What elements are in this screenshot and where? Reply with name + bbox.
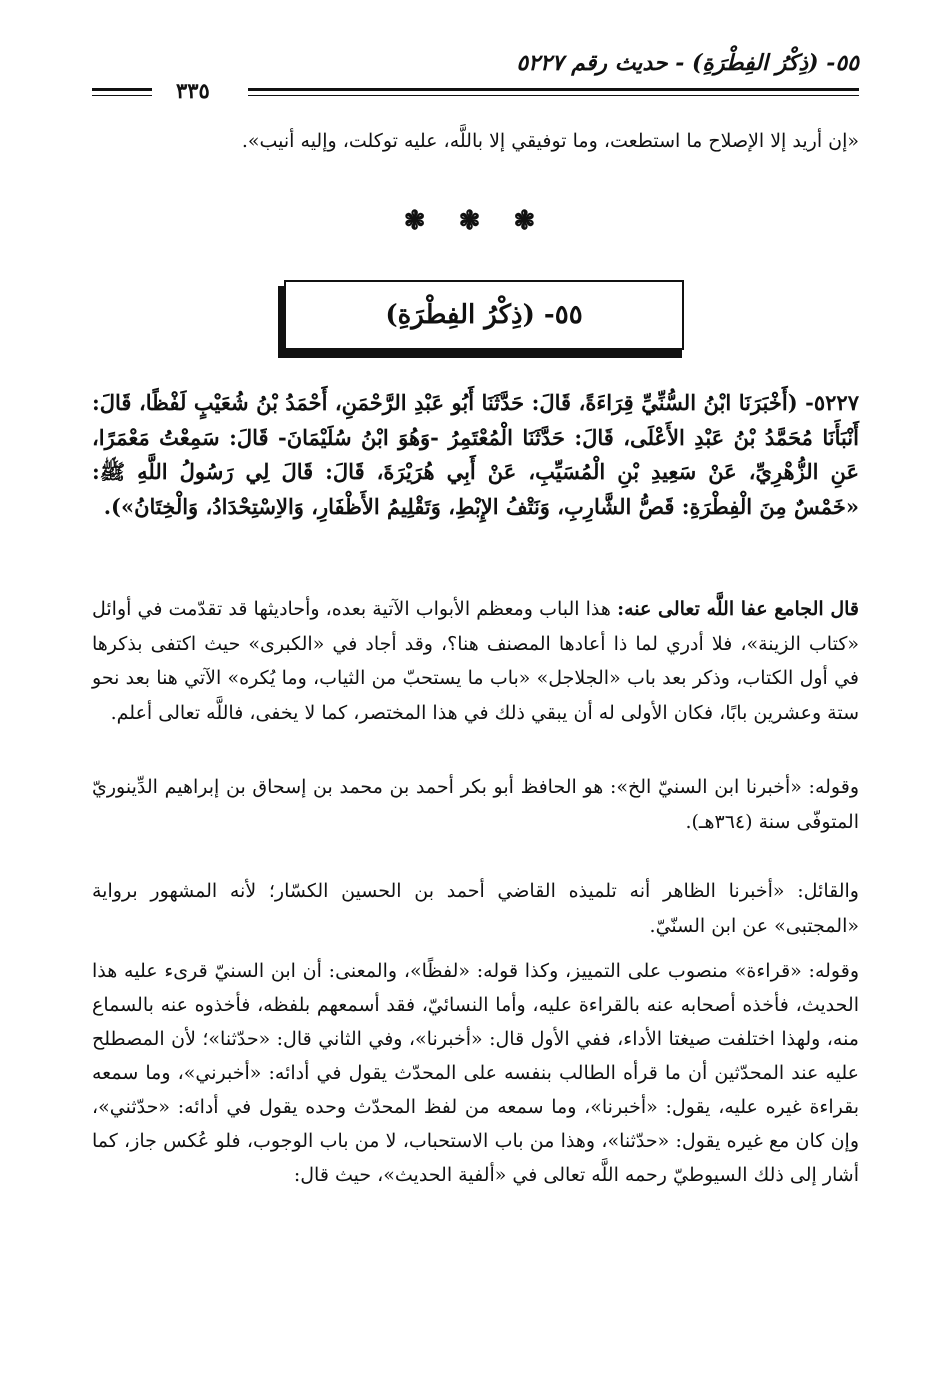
book-page [92, 0, 859, 1375]
running-title: ٥٥- (ذِكْرُ الفِطْرَةِ) - حديث رقم ٥٢٢٧ [516, 50, 859, 76]
intro-paragraph: «إن أريد إلا الإصلاح ما استطعت، وما توفيقي إلا باللَّه، عليه توكلت، وإليه أنيب». [241, 130, 859, 152]
commentary-paragraph-4: وقوله: «قراءة» منصوب على التمييز، وكذا قوله: «لفظًا»، والمعنى: أن ابن السنيّ قرىء عليه هذا الحديث، فأخذه أصحابه عنه بالقراءة عليه، وأما النسائيّ، فقد أسمعهم بلفظه، فأخذوه عنه بالسماع منه، ولهذا اختلفت صيغتا الأداء، ففي الأول قال: «أخبرنا»، وفي الثاني قال: «حدّثنا»؛ لأن المصطلح عليه عند المحدّثين أن ما قرأه الطالب بنفسه على المحدّث يقول في أدائه: «أخبرني»، وما سمعه بقراءة غيره عليه، يقول: «أخبرنا»، وما سمعه من لفظ المحدّث وحده يقول في أدائه: «حدّثني»، وإن كان مع غيره يقول: «حدّثنا»، وهذا من باب الاستحباب، لا من باب الوجوب، فلو عُكس جاز، كما أشار إلى ذلك السيوطيّ رحمه اللَّه تعالى في «ألفية الحديث»، حيث قال: [92, 960, 859, 1186]
commentary-paragraph-2: وقوله: «أخبرنا ابن السنيّ الخ»: هو الحافظ أبو بكر أحمد بن محمد بن إسحاق بن إبراهيم الدِّينوريّ المتوفّى سنة (٣٦٤هـ). [92, 776, 859, 833]
hadith-text: ٥٢٢٧- (أَخْبَرَنَا ابْنُ السُّنِّيِّ قِرَاءَةً، قَالَ: حَدَّثَنَا أَبُو عَبْدِ الرَّحْمَنِ، أَحْمَدُ بْنُ شُعَيْبٍ لَفْظًا، قَالَ: أَنْبَأَنَا مُحَمَّدُ بْنُ عَبْدِ الأَعْلَى، قَالَ: حَدَّثَنَا الْمُعْتَمِرُ -وَهُوَ ابْنُ سُلَيْمَانَ- قَالَ: سَمِعْتُ مَعْمَرًا، عَنِ الزُّهْرِيِّ، عَنْ سَعِيدِ بْنِ الْمُسَيِّبِ، عَنْ أَبِي هُرَيْرَةَ، قَالَ: قَالَ لِي رَسُولُ اللَّهِ ﷺ: «خَمْسٌ مِنَ الْفِطْرَةِ: قَصُّ الشَّارِبِ، وَنَتْفُ الإِبْطِ، وَتَقْلِيمُ الأَظْفَارِ، وَالاِسْتِحْدَادُ، وَالْخِتَانُ»). [92, 390, 859, 519]
running-header [92, 50, 859, 103]
header-rule-thin [248, 95, 859, 96]
chapter-heading [278, 280, 690, 360]
commentary-lead: قال الجامع عفا اللَّه تعالى عنه: [617, 598, 859, 620]
section-separator: ❃ ❃ ❃ [403, 206, 548, 236]
commentary-paragraph-1 [92, 592, 859, 730]
header-rule-thick [248, 88, 859, 91]
commentary-text-1: هذا الباب ومعظم الأبواب الآتية بعده، وأحاديثها قد تقدّمت في أوائل «كتاب الزينة»، فلا أدري لما ذا أعادها المصنف هنا؟، وقد أجاد في «الكبرى» حيث اكتفى بذكرها في أول الكتاب، وذكر بعد باب «الجلاجل» «باب ما يستحبّ من الثياب، وما يُكره» الآتي هنا بعد نحو ستة وعشرين بابًا، فكان الأولى له أن يبقي ذلك في هذا المختصر، كما لا يخفى، فاللَّه تعالى أعلم. [92, 598, 859, 724]
header-rule-left-thin [92, 95, 152, 96]
page-number: ٣٣٥ [168, 78, 218, 103]
chapter-title: ٥٥- (ذِكْرُ الفِطْرَةِ) [284, 280, 684, 350]
header-rule-left-thick [92, 88, 152, 91]
commentary-paragraph-3: والقائل: «أخبرنا الظاهر أنه تلميذه القاضي أحمد بن الحسين الكسّار؛ لأنه المشهور برواية «المجتبى» عن ابن السنّيّ. [92, 880, 859, 937]
